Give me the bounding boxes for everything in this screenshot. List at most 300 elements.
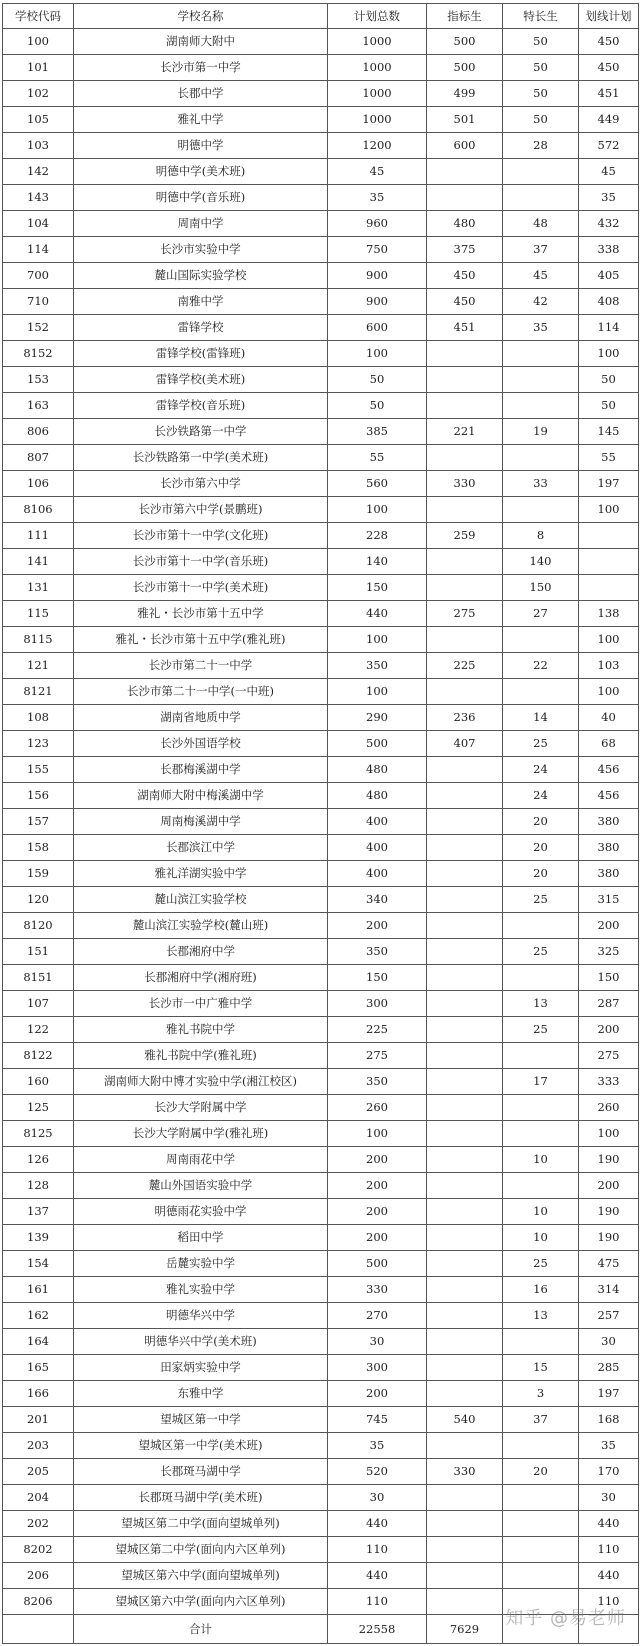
plan-total-cell: 100 (328, 341, 427, 367)
specialty-cell (503, 627, 579, 653)
specialty-cell: 13 (503, 1303, 579, 1329)
table-row (3, 809, 639, 835)
quota-cell: 375 (427, 237, 503, 263)
school-code-cell: 131 (3, 575, 74, 601)
quota-cell (427, 965, 503, 991)
specialty-cell (503, 1095, 579, 1121)
plan-total-cell: 55 (328, 445, 427, 471)
cutoff-plan-cell: 257 (579, 1303, 639, 1329)
plan-total-cell: 260 (328, 1095, 427, 1121)
school-code-cell: 165 (3, 1355, 74, 1381)
specialty-cell: 25 (503, 887, 579, 913)
specialty-cell: 3 (503, 1381, 579, 1407)
cutoff-plan-cell: 100 (579, 679, 639, 705)
school-code-cell: 700 (3, 263, 74, 289)
plan-total-cell: 400 (328, 835, 427, 861)
quota-cell (427, 991, 503, 1017)
quota-cell: 500 (427, 55, 503, 81)
specialty-cell: 20 (503, 809, 579, 835)
plan-total-cell: 150 (328, 575, 427, 601)
header-school-code: 学校代码 (3, 4, 74, 29)
school-name-cell: 雷锋学校(音乐班) (74, 393, 328, 419)
school-code-cell: 206 (3, 1563, 74, 1589)
school-name-cell: 稻田中学 (74, 1225, 328, 1251)
specialty-cell (503, 913, 579, 939)
school-code-cell: 166 (3, 1381, 74, 1407)
table-row (3, 263, 639, 289)
cutoff-plan-cell: 314 (579, 1277, 639, 1303)
table-row (3, 1433, 639, 1459)
table-row (3, 55, 639, 81)
specialty-cell (503, 367, 579, 393)
specialty-cell: 20 (503, 835, 579, 861)
quota-cell: 330 (427, 1459, 503, 1485)
plan-total-cell: 110 (328, 1537, 427, 1563)
quota-cell (427, 341, 503, 367)
cutoff-plan-cell: 451 (579, 81, 639, 107)
quota-cell: 259 (427, 523, 503, 549)
plan-total-cell: 35 (328, 1433, 427, 1459)
cutoff-plan-cell: 325 (579, 939, 639, 965)
cutoff-plan-cell: 150 (579, 965, 639, 991)
table-row (3, 185, 639, 211)
plan-total-cell: 228 (328, 523, 427, 549)
specialty-cell: 140 (503, 549, 579, 575)
school-code-cell: 202 (3, 1511, 74, 1537)
school-code-cell: 163 (3, 393, 74, 419)
school-name-cell: 麓山滨江实验学校(麓山班) (74, 913, 328, 939)
cutoff-plan-cell: 285 (579, 1355, 639, 1381)
quota-cell: 540 (427, 1407, 503, 1433)
school-code-cell: 710 (3, 289, 74, 315)
specialty-cell (503, 1563, 579, 1589)
school-code-cell: 125 (3, 1095, 74, 1121)
quota-cell (427, 1511, 503, 1537)
school-name-cell: 雅礼洋湖实验中学 (74, 861, 328, 887)
quota-cell (427, 185, 503, 211)
school-code-cell: 115 (3, 601, 74, 627)
table-row (3, 419, 639, 445)
plan-total-cell: 600 (328, 315, 427, 341)
plan-total-cell: 200 (328, 1173, 427, 1199)
school-name-cell: 雅礼实验中学 (74, 1277, 328, 1303)
school-name-cell: 长郡斑马湖中学 (74, 1459, 328, 1485)
quota-cell (427, 1225, 503, 1251)
school-code-cell: 122 (3, 1017, 74, 1043)
table-row (3, 523, 639, 549)
quota-cell (427, 1329, 503, 1355)
plan-total-cell: 140 (328, 549, 427, 575)
school-code-cell: 121 (3, 653, 74, 679)
quota-cell (427, 1355, 503, 1381)
table-row (3, 1017, 639, 1043)
school-code-cell: 104 (3, 211, 74, 237)
school-name-cell: 雅礼书院中学 (74, 1017, 328, 1043)
quota-cell (427, 939, 503, 965)
specialty-cell: 17 (503, 1069, 579, 1095)
plan-total-cell: 100 (328, 497, 427, 523)
table-row (3, 1329, 639, 1355)
plan-total-cell: 750 (328, 237, 427, 263)
cutoff-plan-cell: 338 (579, 237, 639, 263)
quota-cell (427, 757, 503, 783)
quota-cell: 330 (427, 471, 503, 497)
plan-total-cell: 500 (328, 1251, 427, 1277)
header-quota-students: 指标生 (427, 4, 503, 29)
school-code-cell: 807 (3, 445, 74, 471)
school-name-cell: 湖南省地质中学 (74, 705, 328, 731)
plan-total-cell: 200 (328, 1225, 427, 1251)
table-row (3, 1407, 639, 1433)
specialty-cell (503, 1433, 579, 1459)
table-body (3, 29, 639, 1615)
table-row (3, 1537, 639, 1563)
plan-total-cell: 1000 (328, 107, 427, 133)
school-name-cell: 长沙市第二十一中学 (74, 653, 328, 679)
school-name-cell: 东雅中学 (74, 1381, 328, 1407)
school-name-cell: 田家炳实验中学 (74, 1355, 328, 1381)
quota-cell: 225 (427, 653, 503, 679)
school-code-cell: 161 (3, 1277, 74, 1303)
table-row (3, 159, 639, 185)
school-code-cell: 100 (3, 29, 74, 55)
school-name-cell: 明德华兴中学(美术班) (74, 1329, 328, 1355)
cutoff-plan-cell: 333 (579, 1069, 639, 1095)
quota-cell (427, 887, 503, 913)
table-row (3, 445, 639, 471)
school-name-cell: 长沙大学附属中学(雅礼班) (74, 1121, 328, 1147)
specialty-cell: 19 (503, 419, 579, 445)
cutoff-plan-cell: 408 (579, 289, 639, 315)
school-code-cell: 8120 (3, 913, 74, 939)
table-row (3, 913, 639, 939)
school-name-cell: 长郡斑马湖中学(美术班) (74, 1485, 328, 1511)
plan-total-cell: 440 (328, 601, 427, 627)
quota-cell (427, 1277, 503, 1303)
total-code-cell (3, 1615, 74, 1644)
plan-total-cell: 200 (328, 1381, 427, 1407)
plan-total-cell: 385 (328, 419, 427, 445)
cutoff-plan-cell: 145 (579, 419, 639, 445)
cutoff-plan-cell: 475 (579, 1251, 639, 1277)
cutoff-plan-cell: 35 (579, 1433, 639, 1459)
table-row (3, 653, 639, 679)
specialty-cell: 14 (503, 705, 579, 731)
cutoff-plan-cell: 110 (579, 1589, 639, 1615)
cutoff-plan-cell (579, 575, 639, 601)
total-label: 合计 (74, 1615, 328, 1644)
school-name-cell: 望城区第一中学(美术班) (74, 1433, 328, 1459)
table-row (3, 1225, 639, 1251)
cutoff-plan-cell: 100 (579, 627, 639, 653)
school-name-cell: 望城区第二中学(面向望城单列) (74, 1511, 328, 1537)
cutoff-plan-cell: 190 (579, 1199, 639, 1225)
cutoff-plan-cell: 260 (579, 1095, 639, 1121)
plan-total-cell: 275 (328, 1043, 427, 1069)
school-code-cell: 102 (3, 81, 74, 107)
plan-total-cell: 350 (328, 1069, 427, 1095)
school-code-cell: 120 (3, 887, 74, 913)
quota-cell (427, 1043, 503, 1069)
school-name-cell: 周南梅溪湖中学 (74, 809, 328, 835)
cutoff-plan-cell: 114 (579, 315, 639, 341)
table-row (3, 1381, 639, 1407)
table-row (3, 237, 639, 263)
table-row (3, 1303, 639, 1329)
quota-cell (427, 367, 503, 393)
school-code-cell: 103 (3, 133, 74, 159)
plan-total-cell: 520 (328, 1459, 427, 1485)
quota-cell (427, 445, 503, 471)
header-row (3, 4, 639, 29)
cutoff-plan-cell: 68 (579, 731, 639, 757)
header-cutoff-plan: 划线计划 (579, 4, 639, 29)
specialty-cell: 22 (503, 653, 579, 679)
cutoff-plan-cell: 200 (579, 1173, 639, 1199)
cutoff-plan-cell: 30 (579, 1329, 639, 1355)
quota-cell (427, 809, 503, 835)
school-code-cell: 8151 (3, 965, 74, 991)
school-name-cell: 明德中学(美术班) (74, 159, 328, 185)
plan-total-cell: 100 (328, 679, 427, 705)
plan-total-cell: 1000 (328, 55, 427, 81)
table-row (3, 1485, 639, 1511)
table-row (3, 133, 639, 159)
cutoff-plan-cell: 380 (579, 861, 639, 887)
school-name-cell: 雷锋学校 (74, 315, 328, 341)
quota-cell (427, 159, 503, 185)
cutoff-plan-cell: 440 (579, 1563, 639, 1589)
school-code-cell: 153 (3, 367, 74, 393)
plan-total-cell: 200 (328, 913, 427, 939)
quota-cell (427, 1095, 503, 1121)
table-row (3, 81, 639, 107)
quota-cell: 221 (427, 419, 503, 445)
cutoff-plan-cell: 103 (579, 653, 639, 679)
school-name-cell: 岳麓实验中学 (74, 1251, 328, 1277)
school-name-cell: 雅礼・长沙市第十五中学 (74, 601, 328, 627)
specialty-cell: 8 (503, 523, 579, 549)
table-row (3, 497, 639, 523)
specialty-cell (503, 497, 579, 523)
school-code-cell: 204 (3, 1485, 74, 1511)
cutoff-plan-cell: 100 (579, 341, 639, 367)
school-name-cell: 长郡中学 (74, 81, 328, 107)
specialty-cell (503, 1329, 579, 1355)
specialty-cell (503, 393, 579, 419)
header-plan-total: 计划总数 (328, 4, 427, 29)
school-code-cell: 154 (3, 1251, 74, 1277)
plan-total-cell: 30 (328, 1329, 427, 1355)
quota-cell: 236 (427, 705, 503, 731)
cutoff-plan-cell: 380 (579, 809, 639, 835)
school-code-cell: 155 (3, 757, 74, 783)
cutoff-plan-cell: 440 (579, 1511, 639, 1537)
specialty-cell: 50 (503, 81, 579, 107)
school-code-cell: 137 (3, 1199, 74, 1225)
cutoff-plan-cell: 380 (579, 835, 639, 861)
table-row (3, 1199, 639, 1225)
quota-cell (427, 679, 503, 705)
specialty-cell: 24 (503, 783, 579, 809)
cutoff-plan-cell: 50 (579, 393, 639, 419)
specialty-cell: 10 (503, 1225, 579, 1251)
quota-cell (427, 1485, 503, 1511)
school-code-cell: 151 (3, 939, 74, 965)
school-code-cell: 143 (3, 185, 74, 211)
school-name-cell: 雅礼中学 (74, 107, 328, 133)
specialty-cell: 16 (503, 1277, 579, 1303)
school-name-cell: 长沙市一中广雅中学 (74, 991, 328, 1017)
school-code-cell: 114 (3, 237, 74, 263)
plan-total-cell: 330 (328, 1277, 427, 1303)
cutoff-plan-cell (579, 523, 639, 549)
school-name-cell: 长沙大学附属中学 (74, 1095, 328, 1121)
specialty-cell: 20 (503, 861, 579, 887)
table-row (3, 393, 639, 419)
school-code-cell: 141 (3, 549, 74, 575)
specialty-cell: 25 (503, 1017, 579, 1043)
table-row (3, 705, 639, 731)
specialty-cell: 45 (503, 263, 579, 289)
admission-plan-table (2, 3, 639, 1644)
cutoff-plan-cell: 197 (579, 471, 639, 497)
plan-total-cell: 900 (328, 263, 427, 289)
table-row (3, 861, 639, 887)
cutoff-plan-cell: 100 (579, 497, 639, 523)
plan-total-cell: 200 (328, 1147, 427, 1173)
school-name-cell: 长郡湘府中学(湘府班) (74, 965, 328, 991)
school-code-cell: 123 (3, 731, 74, 757)
table-row (3, 1147, 639, 1173)
table-row (3, 1251, 639, 1277)
table-row (3, 289, 639, 315)
specialty-cell: 37 (503, 1407, 579, 1433)
quota-cell: 407 (427, 731, 503, 757)
quota-cell (427, 627, 503, 653)
school-name-cell: 长沙外国语学校 (74, 731, 328, 757)
plan-total-cell: 100 (328, 1121, 427, 1147)
specialty-cell (503, 159, 579, 185)
school-code-cell: 8115 (3, 627, 74, 653)
cutoff-plan-cell: 190 (579, 1225, 639, 1251)
table-row (3, 1563, 639, 1589)
school-name-cell: 麓山外国语实验中学 (74, 1173, 328, 1199)
cutoff-plan-cell: 315 (579, 887, 639, 913)
cutoff-plan-cell: 572 (579, 133, 639, 159)
plan-total-cell: 300 (328, 991, 427, 1017)
plan-total-cell: 110 (328, 1589, 427, 1615)
specialty-cell (503, 1485, 579, 1511)
plan-total-cell: 745 (328, 1407, 427, 1433)
school-name-cell: 长沙市实验中学 (74, 237, 328, 263)
table-row (3, 757, 639, 783)
quota-cell (427, 549, 503, 575)
cutoff-plan-cell: 35 (579, 185, 639, 211)
specialty-cell (503, 1173, 579, 1199)
school-name-cell: 雅礼书院中学(雅礼班) (74, 1043, 328, 1069)
quota-cell: 450 (427, 289, 503, 315)
header-specialty-students: 特长生 (503, 4, 579, 29)
school-name-cell: 望城区第二中学(面向内六区单列) (74, 1537, 328, 1563)
quota-cell (427, 913, 503, 939)
specialty-cell: 42 (503, 289, 579, 315)
cutoff-plan-cell: 432 (579, 211, 639, 237)
school-code-cell: 160 (3, 1069, 74, 1095)
table-row (3, 341, 639, 367)
specialty-cell: 10 (503, 1147, 579, 1173)
school-name-cell: 长沙铁路第一中学(美术班) (74, 445, 328, 471)
table-row (3, 1277, 639, 1303)
cutoff-plan-cell: 449 (579, 107, 639, 133)
specialty-cell (503, 185, 579, 211)
plan-total-cell: 400 (328, 861, 427, 887)
plan-total-cell: 1200 (328, 133, 427, 159)
plan-total-cell: 290 (328, 705, 427, 731)
specialty-cell: 50 (503, 55, 579, 81)
school-name-cell: 湖南师大附中博才实验中学(湘江校区) (74, 1069, 328, 1095)
specialty-cell (503, 679, 579, 705)
school-name-cell: 长沙铁路第一中学 (74, 419, 328, 445)
quota-cell: 450 (427, 263, 503, 289)
school-code-cell: 8125 (3, 1121, 74, 1147)
quota-cell (427, 1199, 503, 1225)
specialty-cell: 150 (503, 575, 579, 601)
plan-total-cell: 35 (328, 185, 427, 211)
school-code-cell: 8202 (3, 1537, 74, 1563)
table-row (3, 107, 639, 133)
quota-cell (427, 1433, 503, 1459)
specialty-cell: 25 (503, 1251, 579, 1277)
plan-total-cell: 350 (328, 939, 427, 965)
plan-total-cell: 50 (328, 367, 427, 393)
quota-cell (427, 497, 503, 523)
school-code-cell: 806 (3, 419, 74, 445)
table-row (3, 549, 639, 575)
school-code-cell: 142 (3, 159, 74, 185)
school-code-cell: 8152 (3, 341, 74, 367)
school-code-cell: 105 (3, 107, 74, 133)
table-row (3, 211, 639, 237)
specialty-cell: 33 (503, 471, 579, 497)
quota-cell (427, 575, 503, 601)
table-row (3, 939, 639, 965)
school-name-cell: 明德中学(音乐班) (74, 185, 328, 211)
plan-total-cell: 560 (328, 471, 427, 497)
cutoff-plan-cell: 100 (579, 1121, 639, 1147)
quota-cell (427, 1147, 503, 1173)
cutoff-plan-cell: 170 (579, 1459, 639, 1485)
school-name-cell: 雷锋学校(雷锋班) (74, 341, 328, 367)
school-code-cell: 157 (3, 809, 74, 835)
school-code-cell: 152 (3, 315, 74, 341)
total-quota-cell: 7629 (427, 1615, 503, 1644)
cutoff-plan-cell: 190 (579, 1147, 639, 1173)
plan-total-cell: 270 (328, 1303, 427, 1329)
specialty-cell: 35 (503, 315, 579, 341)
school-code-cell: 101 (3, 55, 74, 81)
specialty-cell: 50 (503, 107, 579, 133)
cutoff-plan-cell: 456 (579, 757, 639, 783)
quota-cell (427, 1381, 503, 1407)
plan-total-cell: 350 (328, 653, 427, 679)
school-code-cell: 107 (3, 991, 74, 1017)
school-name-cell: 长郡滨江中学 (74, 835, 328, 861)
table-row (3, 1043, 639, 1069)
school-code-cell: 139 (3, 1225, 74, 1251)
school-name-cell: 周南中学 (74, 211, 328, 237)
table-row (3, 29, 639, 55)
